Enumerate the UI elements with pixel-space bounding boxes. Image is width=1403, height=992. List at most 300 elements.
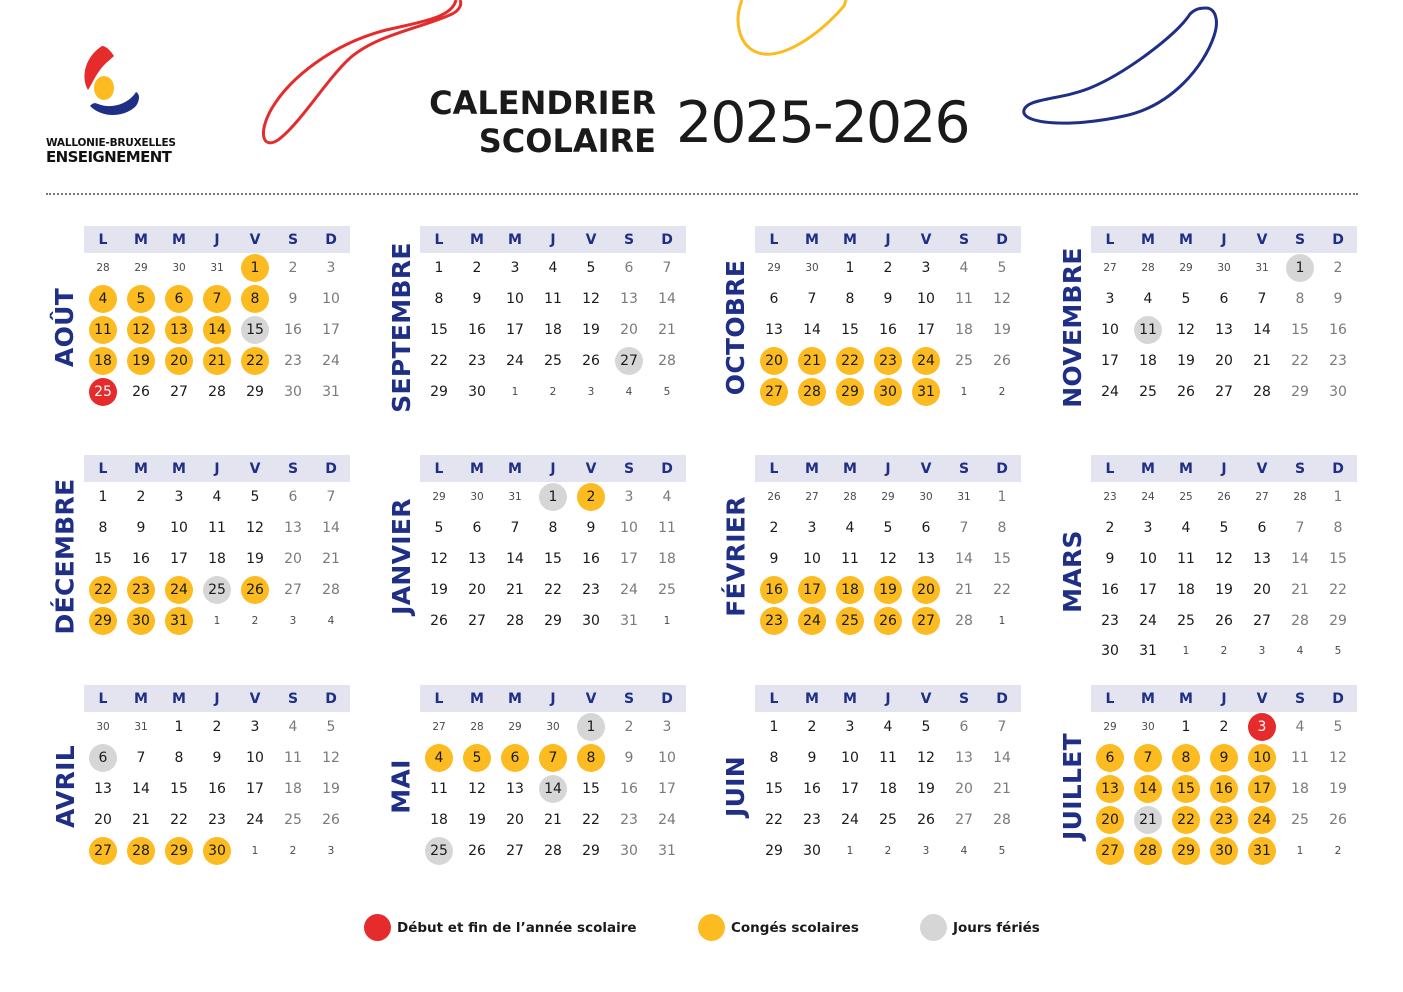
day-number: 14 bbox=[803, 321, 821, 338]
week-row bbox=[755, 482, 1021, 513]
day-number: 25 bbox=[1291, 811, 1309, 828]
day-number: 1 bbox=[539, 483, 567, 511]
day-cell bbox=[1243, 774, 1281, 805]
day-cell bbox=[122, 315, 160, 346]
month-name-label: OCTOBRE bbox=[721, 259, 751, 396]
day-number: 24 bbox=[798, 607, 826, 635]
month-name-label: DÉCEMBRE bbox=[50, 478, 80, 635]
weekday-label: D bbox=[661, 460, 673, 477]
day-cell bbox=[84, 253, 122, 284]
day-cell bbox=[793, 712, 831, 743]
day-cell bbox=[572, 605, 610, 636]
day-number: 2 bbox=[1333, 260, 1343, 277]
weekday-label: M bbox=[805, 460, 819, 477]
day-cell bbox=[648, 835, 686, 866]
day-cell bbox=[160, 574, 198, 605]
day-cell bbox=[198, 513, 236, 544]
day-cell bbox=[831, 253, 869, 284]
day-cell bbox=[84, 544, 122, 575]
day-cell bbox=[755, 712, 793, 743]
day-cell bbox=[312, 482, 350, 513]
day-number: 16 bbox=[879, 321, 897, 338]
day-number: 4 bbox=[548, 260, 558, 277]
day-cell bbox=[274, 482, 312, 513]
day-number: 17 bbox=[798, 576, 826, 604]
day-cell bbox=[1091, 376, 1129, 407]
day-cell bbox=[907, 315, 945, 346]
month-grid bbox=[755, 226, 1021, 407]
month-block bbox=[1053, 226, 1363, 441]
day-cell bbox=[755, 605, 793, 636]
day-cell bbox=[274, 284, 312, 315]
day-number: 5 bbox=[250, 489, 260, 506]
day-cell bbox=[420, 253, 458, 284]
day-cell bbox=[1243, 743, 1281, 774]
week-row bbox=[755, 544, 1021, 575]
day-cell bbox=[1091, 636, 1129, 667]
day-cell bbox=[648, 743, 686, 774]
legend-label: Jours fériés bbox=[953, 919, 1040, 936]
day-number: 10 bbox=[803, 550, 821, 567]
day-number: 4 bbox=[1181, 520, 1191, 537]
day-cell bbox=[1167, 513, 1205, 544]
day-number: 23 bbox=[284, 352, 302, 369]
day-cell bbox=[458, 712, 496, 743]
day-number: 18 bbox=[879, 780, 897, 797]
day-number: 18 bbox=[544, 321, 562, 338]
day-number: 18 bbox=[955, 321, 973, 338]
day-number: 5 bbox=[1219, 520, 1229, 537]
day-cell bbox=[869, 376, 907, 407]
day-cell bbox=[160, 345, 198, 376]
day-cell bbox=[312, 376, 350, 407]
day-cell bbox=[610, 376, 648, 407]
day-cell bbox=[274, 835, 312, 866]
day-cell bbox=[945, 743, 983, 774]
day-cell bbox=[274, 774, 312, 805]
day-number: 23 bbox=[582, 581, 600, 598]
day-number: 1 bbox=[960, 385, 968, 398]
week-row bbox=[420, 835, 686, 866]
day-cell bbox=[983, 835, 1021, 866]
day-cell bbox=[84, 835, 122, 866]
weekday-label: S bbox=[623, 460, 635, 477]
day-cell bbox=[945, 774, 983, 805]
day-number: 23 bbox=[1210, 806, 1238, 834]
weekday-header bbox=[420, 455, 686, 482]
day-cell bbox=[907, 482, 945, 513]
day-number: 1 bbox=[213, 614, 221, 627]
weekday-label: J bbox=[550, 460, 556, 477]
week-row bbox=[755, 605, 1021, 636]
month-grid bbox=[420, 685, 686, 866]
day-number: 5 bbox=[1333, 719, 1343, 736]
day-cell bbox=[648, 482, 686, 513]
day-cell bbox=[572, 574, 610, 605]
day-number: 21 bbox=[1253, 352, 1271, 369]
day-number: 3 bbox=[327, 844, 335, 857]
weekday-label: L bbox=[98, 231, 108, 248]
day-cell bbox=[274, 315, 312, 346]
day-cell bbox=[160, 253, 198, 284]
weekday-header bbox=[84, 685, 350, 712]
day-number: 6 bbox=[89, 744, 117, 772]
day-cell bbox=[1091, 712, 1129, 743]
brand-line-1: WALLONIE-BRUXELLES bbox=[46, 137, 176, 149]
day-cell bbox=[1167, 284, 1205, 315]
day-number: 9 bbox=[807, 750, 817, 767]
week-row bbox=[84, 835, 350, 866]
legend-label: Début et fin de l’année scolaire bbox=[397, 919, 637, 936]
day-number: 2 bbox=[289, 844, 297, 857]
day-number: 8 bbox=[577, 744, 605, 772]
day-number: 27 bbox=[1215, 383, 1233, 400]
week-row bbox=[1091, 605, 1357, 636]
day-cell bbox=[160, 712, 198, 743]
weekday-label: L bbox=[434, 690, 444, 707]
day-cell bbox=[1091, 743, 1129, 774]
day-number: 8 bbox=[98, 520, 108, 537]
day-cell bbox=[831, 284, 869, 315]
weekday-label: J bbox=[550, 690, 556, 707]
day-cell bbox=[1319, 482, 1357, 513]
day-number: 10 bbox=[1101, 321, 1119, 338]
day-cell bbox=[648, 284, 686, 315]
day-number: 2 bbox=[472, 260, 482, 277]
day-cell bbox=[1205, 712, 1243, 743]
day-number: 24 bbox=[1248, 806, 1276, 834]
day-cell bbox=[1205, 513, 1243, 544]
week-row bbox=[420, 544, 686, 575]
day-cell bbox=[907, 284, 945, 315]
day-cell bbox=[84, 284, 122, 315]
week-row bbox=[420, 482, 686, 513]
weekday-label: D bbox=[996, 231, 1008, 248]
day-number: 12 bbox=[322, 750, 340, 767]
day-cell bbox=[793, 544, 831, 575]
day-cell bbox=[274, 376, 312, 407]
day-number: 28 bbox=[208, 383, 226, 400]
day-cell bbox=[793, 743, 831, 774]
day-number: 20 bbox=[1096, 806, 1124, 834]
day-number: 19 bbox=[468, 811, 486, 828]
weekday-label: L bbox=[769, 231, 779, 248]
day-number: 26 bbox=[322, 811, 340, 828]
month-block bbox=[1053, 455, 1363, 670]
week-row bbox=[84, 376, 350, 407]
day-number: 25 bbox=[836, 607, 864, 635]
day-number: 20 bbox=[955, 780, 973, 797]
day-number: 6 bbox=[501, 744, 529, 772]
weekday-header bbox=[1091, 455, 1357, 482]
day-number: 25 bbox=[203, 576, 231, 604]
day-cell bbox=[648, 513, 686, 544]
day-number: 11 bbox=[955, 291, 973, 308]
day-number: 14 bbox=[1291, 550, 1309, 567]
legend-dot-grey bbox=[920, 914, 947, 941]
day-number: 24 bbox=[841, 811, 859, 828]
day-number: 12 bbox=[582, 291, 600, 308]
day-cell bbox=[236, 345, 274, 376]
day-number: 24 bbox=[1141, 491, 1155, 504]
day-cell bbox=[312, 743, 350, 774]
weekday-label: M bbox=[172, 690, 186, 707]
day-number: 5 bbox=[463, 744, 491, 772]
day-cell bbox=[1319, 544, 1357, 575]
day-cell bbox=[496, 712, 534, 743]
day-cell bbox=[1167, 774, 1205, 805]
day-number: 12 bbox=[993, 291, 1011, 308]
day-number: 8 bbox=[434, 291, 444, 308]
day-number: 21 bbox=[955, 581, 973, 598]
day-cell bbox=[831, 804, 869, 835]
day-number: 13 bbox=[1096, 775, 1124, 803]
day-number: 4 bbox=[425, 744, 453, 772]
day-number: 24 bbox=[165, 576, 193, 604]
day-number: 27 bbox=[506, 842, 524, 859]
day-number: 2 bbox=[807, 719, 817, 736]
day-cell bbox=[1129, 345, 1167, 376]
day-cell bbox=[1205, 345, 1243, 376]
day-number: 1 bbox=[663, 614, 671, 627]
day-number: 3 bbox=[289, 614, 297, 627]
weekday-header bbox=[84, 226, 350, 253]
day-cell bbox=[907, 774, 945, 805]
day-cell bbox=[831, 574, 869, 605]
day-number: 23 bbox=[127, 576, 155, 604]
day-number: 28 bbox=[1141, 262, 1155, 275]
day-number: 26 bbox=[582, 352, 600, 369]
day-number: 21 bbox=[506, 581, 524, 598]
week-row bbox=[84, 315, 350, 346]
day-number: 18 bbox=[1291, 780, 1309, 797]
weekday-label: J bbox=[1221, 460, 1227, 477]
day-number: 28 bbox=[955, 612, 973, 629]
day-cell bbox=[945, 345, 983, 376]
day-cell bbox=[122, 376, 160, 407]
day-number: 7 bbox=[959, 520, 969, 537]
day-number: 5 bbox=[663, 385, 671, 398]
day-cell bbox=[945, 284, 983, 315]
week-row bbox=[84, 284, 350, 315]
day-cell bbox=[1243, 315, 1281, 346]
weekday-label: D bbox=[996, 460, 1008, 477]
day-number: 11 bbox=[1177, 550, 1195, 567]
day-cell bbox=[236, 376, 274, 407]
weekday-label: M bbox=[1141, 460, 1155, 477]
day-number: 19 bbox=[993, 321, 1011, 338]
day-cell bbox=[458, 544, 496, 575]
day-cell bbox=[755, 253, 793, 284]
day-number: 15 bbox=[1291, 321, 1309, 338]
day-number: 6 bbox=[472, 520, 482, 537]
day-number: 30 bbox=[1101, 643, 1119, 660]
day-number: 16 bbox=[1101, 581, 1119, 598]
day-cell bbox=[534, 513, 572, 544]
day-number: 30 bbox=[1329, 383, 1347, 400]
weekday-label: S bbox=[287, 460, 299, 477]
day-number: 1 bbox=[1181, 719, 1191, 736]
day-cell bbox=[312, 253, 350, 284]
day-cell bbox=[160, 315, 198, 346]
day-cell bbox=[1129, 605, 1167, 636]
day-number: 2 bbox=[1334, 844, 1342, 857]
day-number: 20 bbox=[284, 550, 302, 567]
day-number: 3 bbox=[922, 844, 930, 857]
day-number: 3 bbox=[250, 719, 260, 736]
day-number: 11 bbox=[1291, 750, 1309, 767]
day-cell bbox=[1167, 544, 1205, 575]
day-cell bbox=[648, 376, 686, 407]
day-cell bbox=[945, 712, 983, 743]
week-row bbox=[420, 315, 686, 346]
day-cell bbox=[1167, 376, 1205, 407]
day-number: 14 bbox=[955, 550, 973, 567]
weekday-label: L bbox=[98, 690, 108, 707]
day-cell bbox=[648, 345, 686, 376]
weekday-header bbox=[84, 455, 350, 482]
month-grid bbox=[1091, 685, 1357, 866]
day-number: 26 bbox=[874, 607, 902, 635]
day-number: 17 bbox=[1139, 581, 1157, 598]
week-row bbox=[755, 743, 1021, 774]
day-number: 13 bbox=[94, 780, 112, 797]
day-cell bbox=[1319, 345, 1357, 376]
day-number: 28 bbox=[993, 811, 1011, 828]
day-number: 21 bbox=[1134, 806, 1162, 834]
day-number: 31 bbox=[1255, 262, 1269, 275]
day-cell bbox=[1281, 774, 1319, 805]
week-row bbox=[1091, 284, 1357, 315]
day-number: 19 bbox=[246, 550, 264, 567]
day-number: 13 bbox=[955, 750, 973, 767]
day-cell bbox=[420, 376, 458, 407]
day-cell bbox=[907, 804, 945, 835]
day-cell bbox=[793, 774, 831, 805]
day-cell bbox=[610, 544, 648, 575]
weekday-label: L bbox=[1105, 231, 1115, 248]
day-cell bbox=[160, 284, 198, 315]
day-number: 22 bbox=[1329, 581, 1347, 598]
day-number: 23 bbox=[1101, 612, 1119, 629]
day-cell bbox=[945, 376, 983, 407]
day-cell bbox=[198, 345, 236, 376]
week-row bbox=[1091, 482, 1357, 513]
day-cell bbox=[236, 284, 274, 315]
day-number: 17 bbox=[1101, 352, 1119, 369]
day-number: 12 bbox=[127, 316, 155, 344]
day-number: 10 bbox=[1139, 550, 1157, 567]
day-cell bbox=[648, 712, 686, 743]
weekday-label: L bbox=[769, 690, 779, 707]
day-number: 18 bbox=[89, 347, 117, 375]
day-number: 24 bbox=[658, 811, 676, 828]
day-cell bbox=[1281, 605, 1319, 636]
day-number: 14 bbox=[539, 775, 567, 803]
day-cell bbox=[1167, 743, 1205, 774]
day-number: 16 bbox=[582, 550, 600, 567]
day-cell bbox=[1167, 636, 1205, 667]
day-cell bbox=[274, 804, 312, 835]
day-cell bbox=[1129, 636, 1167, 667]
day-cell bbox=[572, 315, 610, 346]
day-cell bbox=[755, 513, 793, 544]
day-cell bbox=[496, 315, 534, 346]
day-cell bbox=[793, 574, 831, 605]
weekday-label: S bbox=[287, 231, 299, 248]
day-number: 27 bbox=[912, 607, 940, 635]
day-cell bbox=[1281, 835, 1319, 866]
week-row bbox=[755, 376, 1021, 407]
day-cell bbox=[648, 574, 686, 605]
week-row bbox=[1091, 376, 1357, 407]
day-cell bbox=[122, 513, 160, 544]
week-row bbox=[1091, 804, 1357, 835]
day-cell bbox=[983, 482, 1021, 513]
day-number: 20 bbox=[1253, 581, 1271, 598]
day-number: 27 bbox=[805, 491, 819, 504]
day-cell bbox=[1167, 253, 1205, 284]
week-row bbox=[84, 345, 350, 376]
day-number: 5 bbox=[127, 285, 155, 313]
day-cell bbox=[534, 743, 572, 774]
day-cell bbox=[312, 574, 350, 605]
day-number: 11 bbox=[879, 750, 897, 767]
day-number: 31 bbox=[508, 491, 522, 504]
day-number: 22 bbox=[582, 811, 600, 828]
week-row bbox=[84, 743, 350, 774]
day-number: 26 bbox=[132, 383, 150, 400]
day-cell bbox=[274, 513, 312, 544]
day-cell bbox=[869, 774, 907, 805]
day-cell bbox=[496, 743, 534, 774]
month-name bbox=[1053, 477, 1091, 667]
day-cell bbox=[945, 253, 983, 284]
day-cell bbox=[312, 605, 350, 636]
day-cell bbox=[458, 376, 496, 407]
month-name-label: NOVEMBRE bbox=[1057, 247, 1087, 408]
day-cell bbox=[572, 482, 610, 513]
day-cell bbox=[84, 743, 122, 774]
day-number: 10 bbox=[1248, 744, 1276, 772]
day-cell bbox=[420, 712, 458, 743]
day-number: 31 bbox=[322, 383, 340, 400]
day-cell bbox=[420, 774, 458, 805]
day-number: 8 bbox=[241, 285, 269, 313]
day-number: 28 bbox=[506, 612, 524, 629]
weekday-label: J bbox=[550, 231, 556, 248]
day-cell bbox=[122, 544, 160, 575]
day-number: 15 bbox=[544, 550, 562, 567]
day-cell bbox=[572, 743, 610, 774]
day-cell bbox=[983, 315, 1021, 346]
day-number: 19 bbox=[874, 576, 902, 604]
day-cell bbox=[122, 835, 160, 866]
legend-label: Congés scolaires bbox=[731, 919, 859, 936]
day-cell bbox=[1281, 315, 1319, 346]
day-cell bbox=[160, 804, 198, 835]
day-cell bbox=[420, 315, 458, 346]
day-number: 22 bbox=[89, 576, 117, 604]
day-cell bbox=[496, 376, 534, 407]
weekday-label: J bbox=[214, 460, 220, 477]
day-cell bbox=[420, 513, 458, 544]
day-number: 1 bbox=[174, 719, 184, 736]
day-number: 26 bbox=[917, 811, 935, 828]
day-number: 4 bbox=[1295, 719, 1305, 736]
week-row bbox=[84, 712, 350, 743]
day-cell bbox=[572, 835, 610, 866]
